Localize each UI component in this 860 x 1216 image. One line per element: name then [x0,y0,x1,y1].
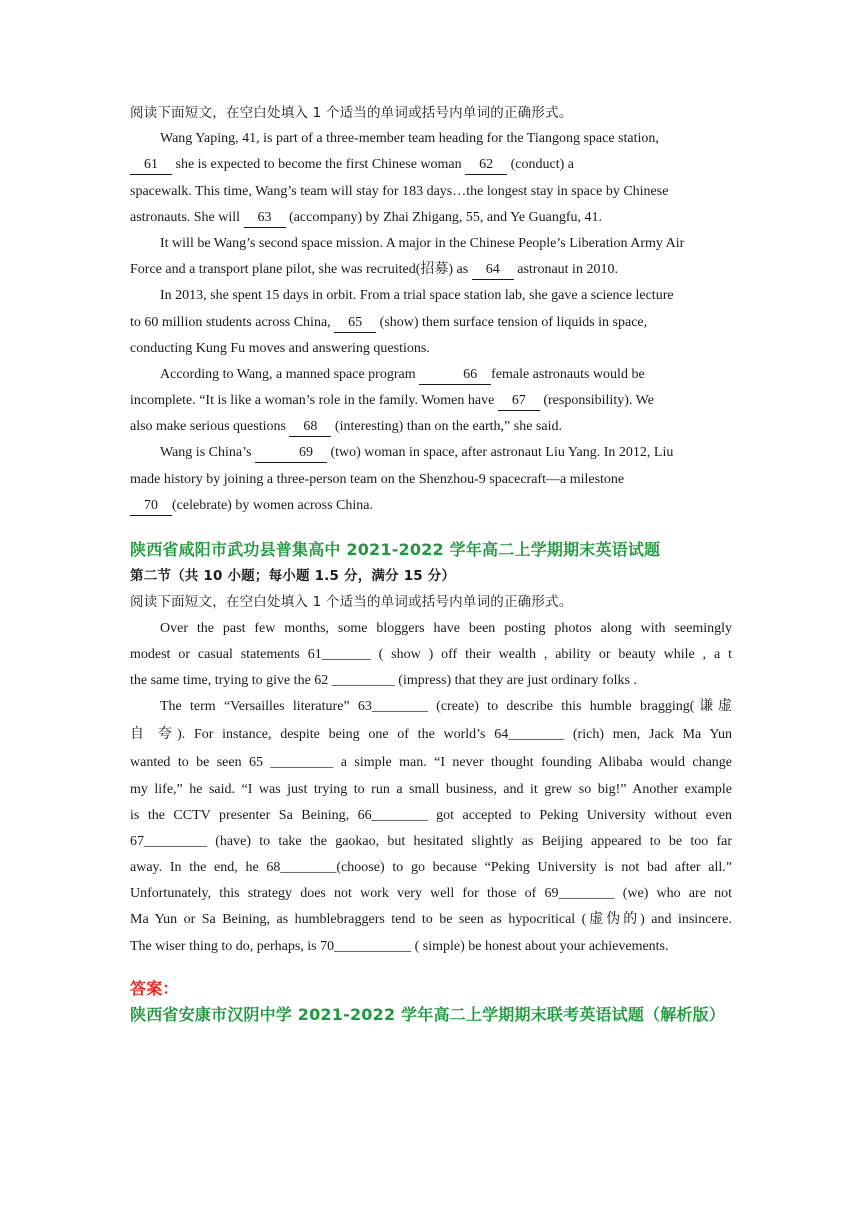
p2-line1: It will be Wang’s second space mission. A major in the Chinese People’s Liberation Army Air [160,235,685,251]
blank-64[interactable]: 64 [472,261,514,280]
document-page [130,100,732,1028]
passage-line: modest or casual statements 61_______ ( show ) off their wealth , ability or beauty while , a t [130,646,732,662]
p4-line2: incomplete. “It is like a woman’s role in the family. Women have 67 (responsibility). We [130,388,732,414]
p3-line3: conducting Kung Fu moves and answering questions. [130,340,430,356]
p3-line1: In 2013, she spent 15 days in orbit. From a trial space station lab, she gave a science lecture [160,288,674,304]
section2-subtitle: 第二节（共 10 小题；每小题 1.5 分，满分 15 分） [130,568,456,585]
blank-68[interactable]: 68 [289,418,331,437]
passage-line: Unfortunately, this strategy does not work very well for those of 69________ (we) who are not [130,886,732,902]
blank-66[interactable]: 66 [419,366,491,385]
blank-62[interactable]: 62 [465,156,507,175]
passage-line: 自 夸). For instance, despite being one of the world’s 64________ (rich) men, Jack Ma Yun [130,727,732,743]
passage-line: the same time, trying to give the 62 _________ (impress) that they are just ordinary folks . [130,672,638,688]
p1-line3: spacewalk. This time, Wang’s team will stay for 183 days…the longest stay in space by Chinese [130,183,669,199]
passage-line: my life,” he said. “I was just trying to run a small business, and it grew so big!” Another example [130,781,732,797]
p1-line2: 61 she is expected to become the first Chinese woman 62 (conduct) a [130,152,732,178]
blank-61[interactable]: 61 [130,156,172,175]
p4-line1: According to Wang, a manned space program 66 female astronauts would be [130,362,732,388]
passage-line: The wiser thing to do, perhaps, is 70___________ ( simple) be honest about your achievements. [130,938,669,954]
passage-line: is the CCTV presenter Sa Beining, 66________ got accepted to Peking University without even [130,807,732,823]
p1-line4: astronauts. She will 63 (accompany) by Zhai Zhigang, 55, and Ye Guangfu, 41. [130,205,732,231]
passage-line: The term “Versailles literature” 63________ (create) to describe this humble bragging(谦虚 [160,699,732,715]
passage-line: Over the past few months, some bloggers have been posting photos along with seemingly [160,620,732,636]
passage-line: wanted to be seen 65 _________ a simple man. “I never thought founding Alibaba would change [130,755,732,771]
section2-title: 陕西省咸阳市武功县普集高中 2021-2022 学年高二上学期期末英语试题 [130,540,661,559]
blank-63[interactable]: 63 [244,209,286,228]
p1-line1: Wang Yaping, 41, is part of a three-member team heading for the Tiangong space station, [160,131,659,147]
passage-line: away. In the end, he 68________(choose) to go because “Peking University is not bad after all.” [130,860,732,876]
blank-65[interactable]: 65 [334,314,376,333]
blank-67[interactable]: 67 [498,392,540,411]
p3-line2: to 60 million students across China, 65 (show) them surface tension of liquids in space, [130,310,732,336]
instruction-1: 阅读下面短文，在空白处填入 1 个适当的单词或括号内单词的正确形式。 [130,105,573,121]
passage-line: Ma Yun or Sa Beining, as humblebraggers tend to be seen as hypocritical (虚伪的) and insincere. [130,912,732,928]
instruction-2: 阅读下面短文，在空白处填入 1 个适当的单词或括号内单词的正确形式。 [130,594,573,611]
p2-line2: Force and a transport plane pilot, she was recruited(招募) as 64 astronaut in 2010. [130,257,732,283]
answer-label: 答案： [130,978,179,998]
passage-line: 67_________ (have) to take the gaokao, but hesitated slightly as Beijing appeared to be too far [130,833,732,849]
p4-line3: also make serious questions 68 (interesting) than on the earth,” she said. [130,414,732,440]
p5-line1: Wang is China’s 69 (two) woman in space, after astronaut Liu Yang. In 2012, Liu [130,440,732,466]
p5-line3: 70 (celebrate) by women across China. [130,493,732,519]
blank-70[interactable]: 70 [130,497,172,516]
blank-69[interactable]: 69 [255,444,327,463]
p5-line2: made history by joining a three-person team on the Shenzhou-9 spacecraft—a milestone [130,471,625,487]
section3-title: 陕西省安康市汉阴中学 2021-2022 学年高二上学期期末联考英语试题（解析版） [130,1005,726,1024]
